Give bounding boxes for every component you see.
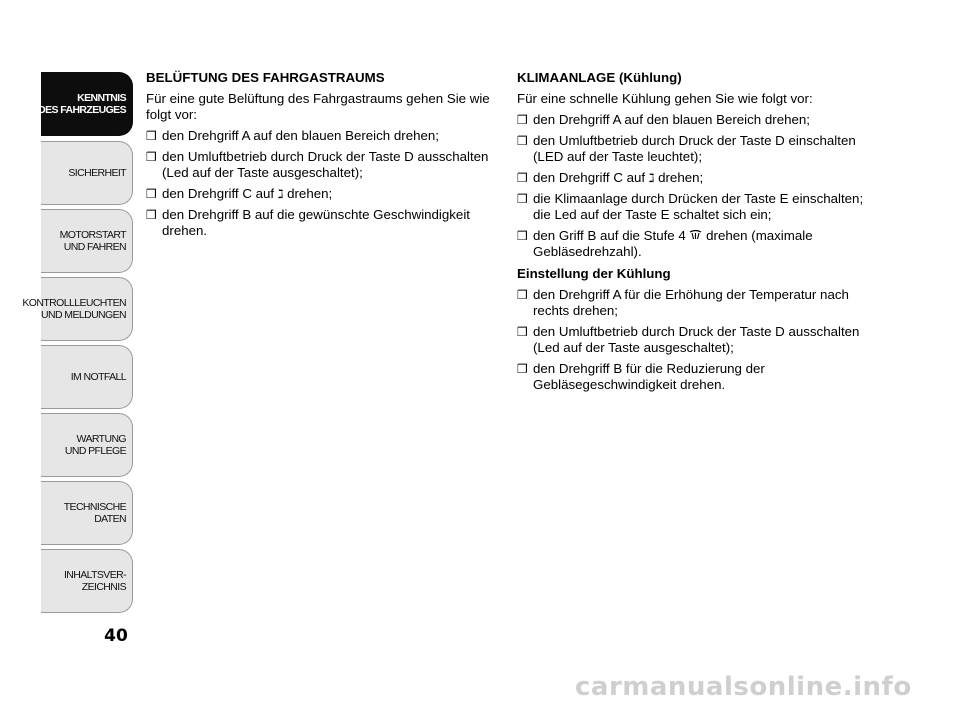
section-intro: Für eine gute Belüftung des Fahrgastraums gehen Sie wie folgt vor: [146, 91, 490, 122]
tab-wartung-und-pflege[interactable] [41, 413, 133, 477]
list-item [517, 324, 882, 356]
checkbox-bullet-icon: ❒ [517, 288, 528, 302]
list-item-text: den Drehgriff C auf [533, 170, 646, 185]
list-item [517, 170, 882, 186]
list-item [517, 133, 882, 165]
list-item-text: den Umluftbetrieb durch Druck der Taste D ausschalten (Led auf der Taste ausgeschaltet); [533, 324, 860, 355]
tab-label-line2: DES FAHRZEUGES [38, 104, 126, 116]
tab-technische-daten[interactable] [41, 481, 133, 545]
list-item-text-after: drehen; [654, 170, 704, 185]
checkbox-bullet-icon: ❒ [146, 208, 157, 222]
list-item-text-after: drehen (maximale [702, 228, 813, 243]
tab-im-notfall[interactable] [41, 345, 133, 409]
tab-label-line1: WARTUNG [76, 433, 126, 445]
checkbox-bullet-icon: ❒ [517, 192, 528, 206]
list-item-text: die Klimaanlage durch Drücken der Taste E einschalten; die Led auf der Taste E schaltet sich ein; [533, 191, 864, 222]
checkbox-bullet-icon: ❒ [517, 134, 528, 148]
section-intro: Für eine schnelle Kühlung gehen Sie wie folgt vor: [517, 91, 813, 106]
tab-label-line1: KENNTNIS [77, 92, 126, 104]
checkbox-bullet-icon: ❒ [517, 171, 528, 185]
checkbox-bullet-icon: ❒ [146, 187, 157, 201]
checkbox-bullet-icon: ❒ [517, 113, 528, 127]
heading-sub: (Kühlung) [618, 70, 682, 85]
fan-max-icon [689, 229, 702, 241]
list-item [517, 112, 882, 128]
section-heading [517, 70, 882, 86]
checkbox-bullet-icon: ❒ [146, 150, 157, 164]
list-item-text: den Drehgriff A auf den blauen Bereich drehen; [533, 112, 810, 127]
tab-label-line2: UND MELDUNGEN [41, 309, 126, 321]
list-item-text: den Drehgriff B auf die gewünschte Geschwindigkeit drehen. [162, 207, 470, 238]
tab-label-line1: MOTORSTART [59, 229, 126, 241]
list-item-text: den Drehgriff C auf [162, 186, 275, 201]
tab-motorstart-und-fahren[interactable] [41, 209, 133, 273]
list-item-text-after: drehen; [283, 186, 333, 201]
list-item-text: den Drehgriff A auf den blauen Bereich drehen; [162, 128, 439, 143]
tab-label-line2: DATEN [94, 513, 126, 525]
list-item-text: den Drehgriff B für die Reduzierung der Gebläsegeschwindigkeit drehen. [533, 361, 765, 392]
checkbox-bullet-icon: ❒ [146, 129, 157, 143]
checkbox-bullet-icon: ❒ [517, 362, 528, 376]
tab-label-line1: TECHNISCHE [63, 501, 126, 513]
page-number: 40 [104, 626, 128, 646]
list-item [517, 361, 882, 393]
list-item-text: den Drehgriff A für die Erhöhung der Temperatur nach rechts drehen; [533, 287, 849, 318]
tab-inhaltsverzeichnis[interactable] [41, 549, 133, 613]
tab-kenntnis-des-fahrzeuges[interactable] [38, 72, 133, 136]
tab-label-line2: ZEICHNIS [81, 581, 126, 593]
ventilation-section [146, 70, 501, 244]
tab-label-line1: IM NOTFALL [70, 371, 126, 383]
tab-kontrollleuchten-und-meldungen[interactable] [22, 277, 133, 341]
list-item [146, 207, 501, 239]
section-heading: BELÜFTUNG DES FAHRGASTRAUMS [146, 70, 385, 85]
vent-icon: ℷ [277, 187, 284, 201]
tab-label-line2: UND FAHREN [63, 241, 126, 253]
heading-main: KLIMAANLAGE [517, 70, 616, 85]
list-item-text: den Umluftbetrieb durch Druck der Taste D ausschalten (Led auf der Taste ausgeschaltet); [162, 149, 489, 180]
tab-label-line2: UND PFLEGE [64, 445, 126, 457]
list-item [517, 287, 882, 319]
instruction-list-2 [517, 287, 882, 393]
tab-label-line1: SICHERHEIT [68, 167, 126, 179]
tab-label-line1: INHALTSVER- [63, 569, 126, 581]
list-item-text: den Griff B auf die Stufe 4 [533, 228, 686, 243]
instruction-list [517, 112, 882, 260]
list-item [146, 149, 501, 181]
checkbox-bullet-icon: ❒ [517, 325, 528, 339]
list-item [146, 128, 501, 144]
watermark: carmanualsonline.info [575, 672, 912, 702]
list-item [517, 228, 882, 260]
air-conditioning-section [517, 70, 882, 398]
list-item [517, 191, 882, 223]
checkbox-bullet-icon: ❒ [517, 229, 528, 243]
tab-label-line1: KONTROLLLEUCHTEN [22, 297, 126, 309]
tab-sicherheit[interactable] [41, 141, 133, 205]
subsection-heading: Einstellung der Kühlung [517, 266, 671, 281]
vent-icon: ℷ [648, 171, 655, 185]
instruction-list [146, 128, 501, 239]
list-item [146, 186, 501, 202]
list-item-text: den Umluftbetrieb durch Druck der Taste D einschalten (LED auf der Taste leuchtet); [533, 133, 856, 164]
list-item-text-cont: Gebläsedrehzahl). [533, 244, 642, 259]
